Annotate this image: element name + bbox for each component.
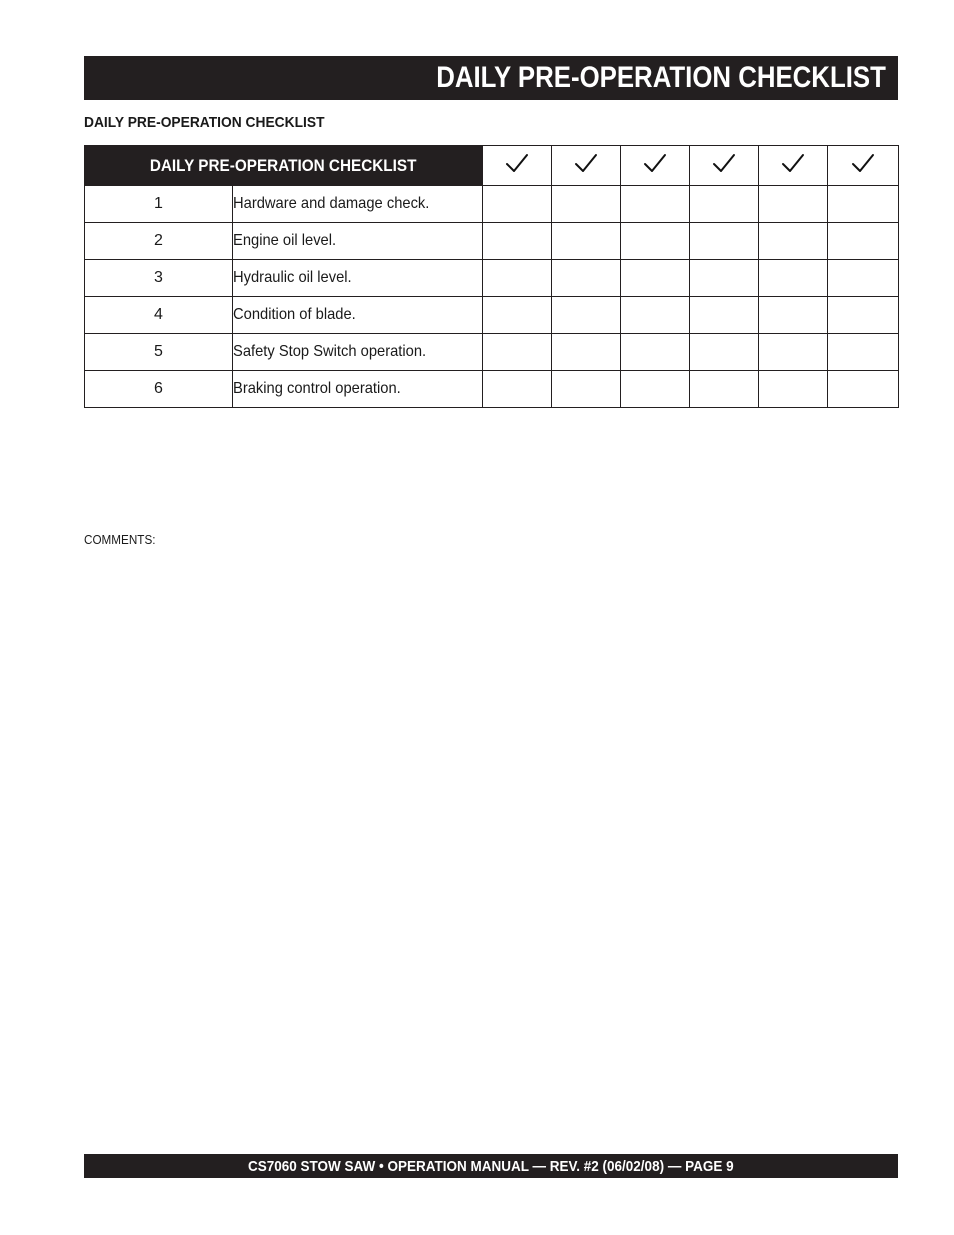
check-cell[interactable] (621, 260, 690, 297)
check-cell[interactable] (828, 297, 899, 334)
checklist-header-title: DAILY PRE-OPERATION CHECKLIST (85, 146, 483, 186)
check-cell[interactable] (759, 260, 828, 297)
checklist-table (84, 145, 899, 408)
check-cell[interactable] (828, 334, 899, 371)
table-row (85, 371, 899, 408)
check-cell[interactable] (552, 223, 621, 260)
item-number: 4 (85, 297, 233, 334)
check-cell[interactable] (483, 186, 552, 223)
check-cell[interactable] (621, 186, 690, 223)
check-cell[interactable] (621, 334, 690, 371)
check-cell[interactable] (690, 186, 759, 223)
check-cell[interactable] (690, 297, 759, 334)
check-cell[interactable] (483, 260, 552, 297)
check-cell[interactable] (690, 334, 759, 371)
checklist-header-row (85, 146, 899, 186)
check-cell[interactable] (552, 260, 621, 297)
check-cell[interactable] (759, 371, 828, 408)
table-row (85, 334, 899, 371)
check-cell[interactable] (828, 260, 899, 297)
item-number: 6 (85, 371, 233, 408)
item-number: 1 (85, 186, 233, 223)
checkmark-icon (850, 152, 876, 174)
page-footer (84, 1154, 898, 1178)
comments-label: COMMENTS: (84, 532, 156, 547)
check-cell[interactable] (621, 223, 690, 260)
checkmark-icon (504, 152, 530, 174)
check-cell[interactable] (759, 223, 828, 260)
item-number: 3 (85, 260, 233, 297)
check-cell[interactable] (552, 186, 621, 223)
item-description: Hydraulic oil level. (233, 260, 483, 297)
check-cell[interactable] (552, 297, 621, 334)
check-cell[interactable] (828, 186, 899, 223)
check-cell[interactable] (759, 297, 828, 334)
check-cell[interactable] (483, 223, 552, 260)
footer-text: CS7060 STOW SAW • OPERATION MANUAL — REV. #2 (06/02/08) — PAGE 9 (248, 1157, 734, 1175)
check-cell[interactable] (552, 334, 621, 371)
table-row (85, 223, 899, 260)
table-row (85, 297, 899, 334)
check-cell[interactable] (483, 334, 552, 371)
check-cell[interactable] (828, 223, 899, 260)
item-description: Hardware and damage check. (233, 186, 483, 223)
checkmark-icon (642, 152, 668, 174)
check-column-header (759, 146, 828, 186)
table-row (85, 186, 899, 223)
checkmark-icon (711, 152, 737, 174)
check-cell[interactable] (759, 186, 828, 223)
item-number: 2 (85, 223, 233, 260)
table-row (85, 260, 899, 297)
check-cell[interactable] (621, 371, 690, 408)
check-cell[interactable] (690, 223, 759, 260)
check-cell[interactable] (483, 297, 552, 334)
item-description: Safety Stop Switch operation. (233, 334, 483, 371)
check-cell[interactable] (690, 260, 759, 297)
check-cell[interactable] (483, 371, 552, 408)
check-cell[interactable] (828, 371, 899, 408)
check-cell[interactable] (621, 297, 690, 334)
checkmark-icon (780, 152, 806, 174)
check-column-header (621, 146, 690, 186)
check-column-header (483, 146, 552, 186)
page-title-banner (84, 56, 898, 100)
check-column-header (552, 146, 621, 186)
check-column-header (828, 146, 899, 186)
item-description: Condition of blade. (233, 297, 483, 334)
check-cell[interactable] (552, 371, 621, 408)
check-cell[interactable] (690, 371, 759, 408)
page-title: DAILY PRE-OPERATION CHECKLIST (436, 61, 886, 94)
check-cell[interactable] (759, 334, 828, 371)
item-description: Engine oil level. (233, 223, 483, 260)
check-column-header (690, 146, 759, 186)
section-heading: DAILY PRE-OPERATION CHECKLIST (84, 114, 325, 131)
item-number: 5 (85, 334, 233, 371)
item-description: Braking control operation. (233, 371, 483, 408)
checkmark-icon (573, 152, 599, 174)
